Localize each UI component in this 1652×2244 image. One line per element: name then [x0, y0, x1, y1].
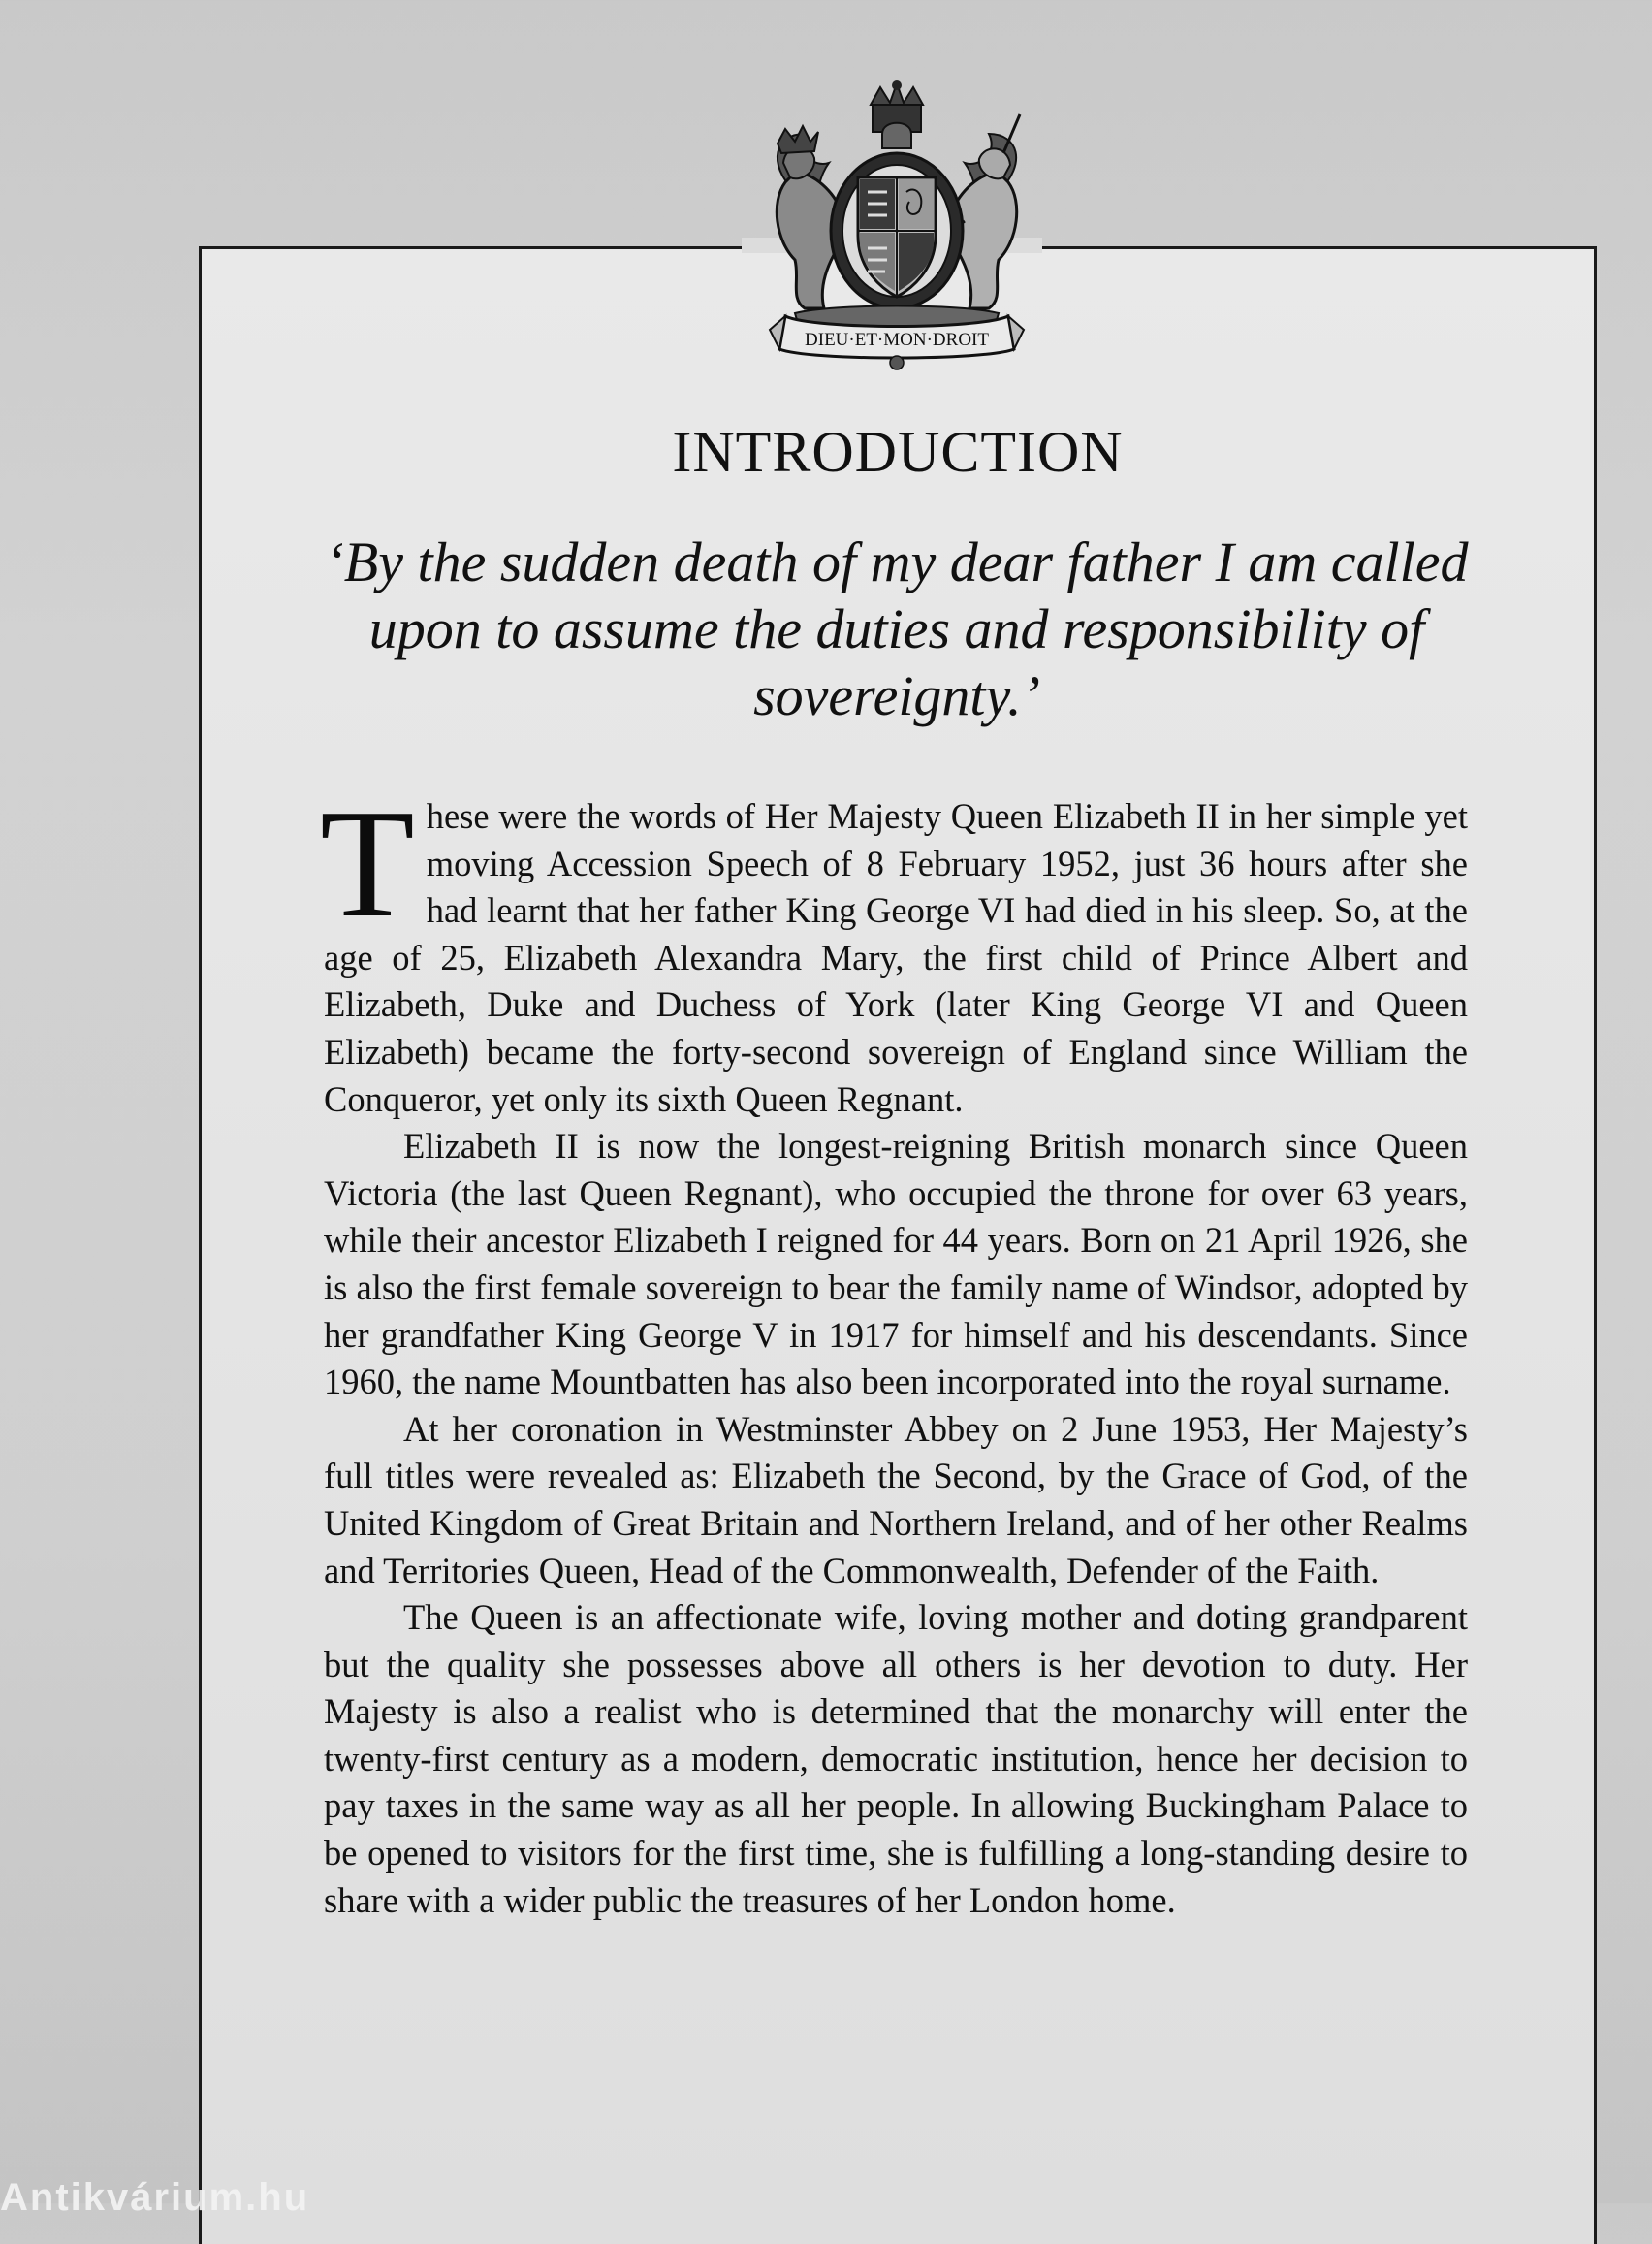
page-title: INTRODUCTION	[672, 420, 1124, 484]
epigraph-quote: ‘By the sudden death of my dear father I am called upon to assume the duties and responsibility of sovereignty.’	[325, 530, 1469, 727]
drop-cap: T	[320, 777, 415, 949]
paragraph-2: Elizabeth II is now the longest-reigning British monarch since Queen Victoria (the last Queen Regnant), who occupied the throne for over 63 years, while their ancestor Elizabeth I reigned for 44 years. Born on 21 April 1926, she is also the first female sovereign to bear the family name of Windsor, adopted by her grandfather King George V in 1917 for himself and his descendants. Since 1960, the name Mountbatten has also been incorporated into the royal surname.	[324, 1126, 1468, 1402]
watermark: Antikvárium.hu	[0, 2176, 310, 2219]
body-text	[320, 777, 1468, 1924]
paragraph-3: At her coronation in Westminster Abbey on 2 June 1953, Her Majesty’s full titles were revealed as: Elizabeth the Second, by the Grace of God, of the United Kingdom of Great Britain and Northern Ireland, and of her other Realms and Territories Queen, Head of the Commonwealth, Defender of the Faith.	[324, 1408, 1468, 1590]
royal-coat-of-arms	[756, 76, 1037, 371]
crest-motto: DIEU·ET·MON·DROIT	[805, 330, 989, 350]
paragraph-4: The Queen is an affectionate wife, loving mother and doting grandparent but the quality she possesses above all others is her devotion to duty. Her Majesty is also a realist who is determined that the monarchy will enter the twenty-first century as a modern, democratic institution, hence her decision to pay taxes in the same way as all her people. In allowing Buckingham Palace to be opened to visitors for the first time, she is fulfilling a long-standing desire to share with a wider public the treasures of her London home.	[324, 1597, 1468, 1920]
paragraph-1-text: hese were the words of Her Majesty Queen Elizabeth II in her simple yet moving Accession Speech of 8 February 1952, just 36 hours after she had learnt that her father King George VI had died in his sleep. So, at the age of 25, Elizabeth Alexandra Mary, the first child of Prince Albert and Elizabeth, Duke and Duchess of York (later King George VI and Queen Elizabeth) became the forty-second sovereign of England since William the Conqueror, yet only its sixth Queen Regnant.	[324, 796, 1468, 1119]
paragraph-1	[320, 777, 1468, 1123]
